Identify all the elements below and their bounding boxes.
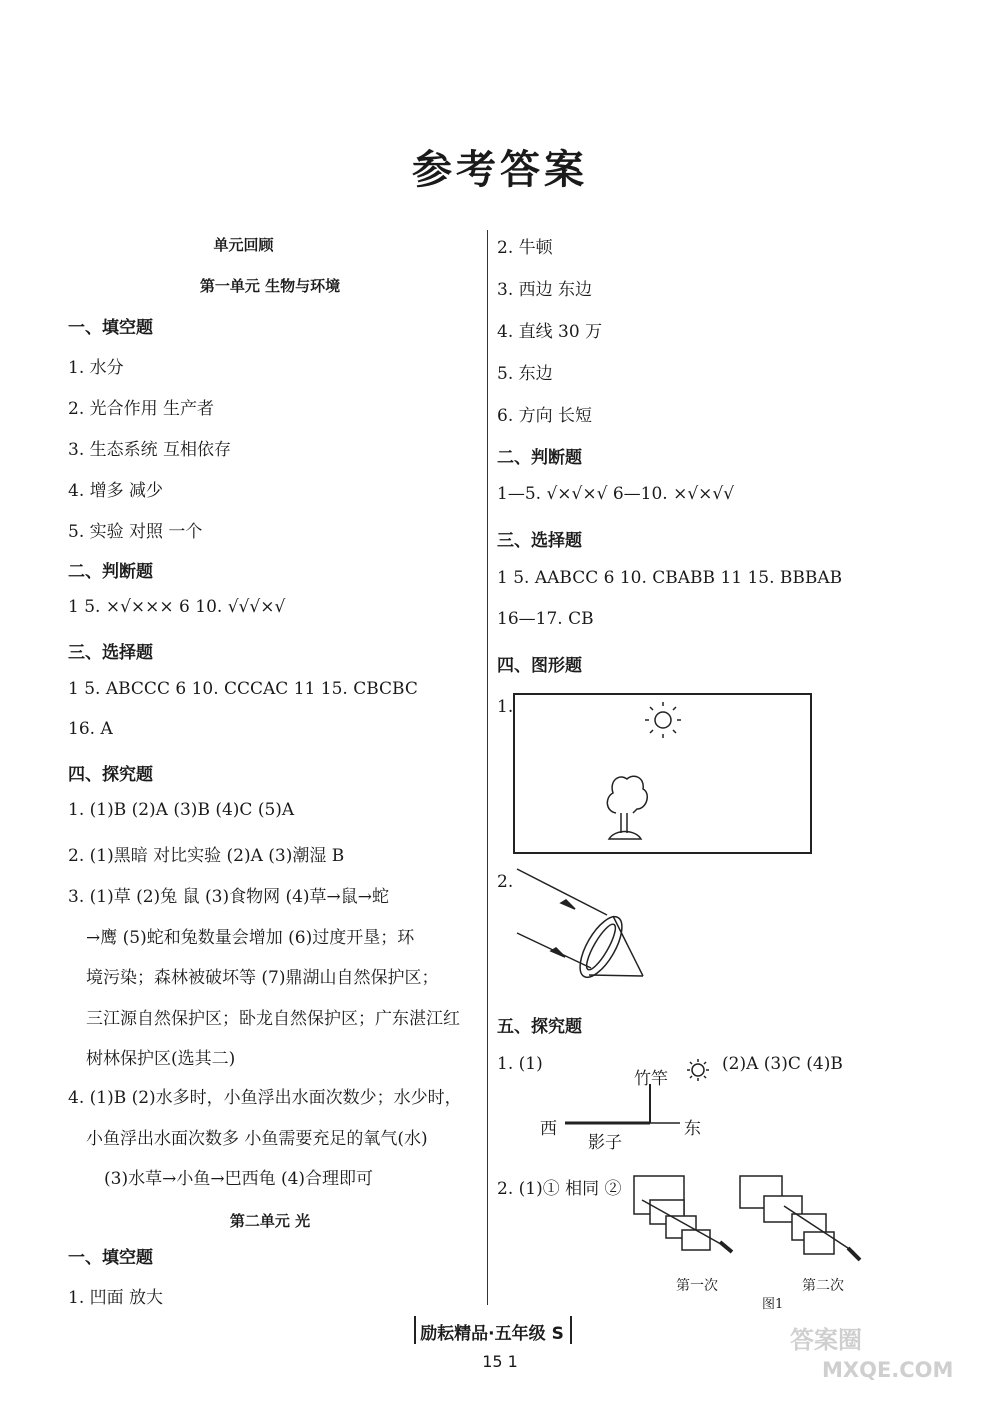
section-inquiry-2: 五、探究题: [497, 1017, 582, 1037]
arrow-icon: [561, 900, 575, 909]
answer-line: 1. (1)B (2)A (3)B (4)C (5)A: [68, 800, 295, 820]
answer-line: 1. 凹面 放大: [68, 1288, 164, 1308]
unit2-title: 第二单元 光: [229, 1212, 311, 1230]
answer-line: 1 5. ABCCC 6 10. CCCAC 11 15. CBCBC: [68, 679, 418, 699]
section-choice-2: 三、选择题: [497, 531, 582, 551]
light-ray: [589, 975, 643, 976]
section-figure: 四、图形题: [497, 656, 582, 676]
pole-shadow-figure: [565, 1084, 685, 1128]
section-fill-blank: 一、填空题: [68, 318, 153, 338]
watermark-logo: 答案圈: [790, 1326, 862, 1354]
answer-line: 小鱼浮出水面次数多 小鱼需要充足的氧气(水): [86, 1129, 428, 1149]
unit-review-heading: 单元回顾: [213, 236, 274, 254]
pole-label: 竹竿: [634, 1069, 668, 1089]
answer-line: (3)水草→小鱼→巴西龟 (4)合理即可: [104, 1169, 374, 1189]
shadow-label: 影子: [588, 1133, 622, 1153]
watermark-url: MXQE.COM: [822, 1358, 954, 1382]
figure-label: 1.: [497, 697, 514, 717]
question-label: 1. (1): [497, 1054, 543, 1074]
answer-line: 3. (1)草 (2)兔 鼠 (3)食物网 (4)草→鼠→蛇: [68, 887, 390, 907]
column-divider: [487, 230, 488, 1305]
card: [682, 1230, 710, 1250]
answer-line: 4. 增多 减少: [68, 481, 164, 501]
page-number: 15 1: [482, 1352, 518, 1371]
answer-line: 4. (1)B (2)水多时，小鱼浮出水面次数少；水少时，: [68, 1088, 462, 1108]
answer-line: 3. 生态系统 互相依存: [68, 440, 232, 460]
section-inquiry: 四、探究题: [68, 765, 153, 785]
sun-icon: [683, 1056, 713, 1084]
first-attempt-label: 第一次: [676, 1278, 718, 1294]
q1-answers: (2)A (3)C (4)B: [722, 1054, 843, 1074]
figure-caption: 图1: [762, 1297, 784, 1312]
light-beam-figure: [513, 863, 653, 993]
second-attempt-label: 第二次: [802, 1278, 844, 1294]
sun-icon: [645, 702, 681, 738]
answer-line: 3. 西边 东边: [497, 280, 593, 300]
light-ray: [517, 869, 607, 915]
tree-icon: [607, 776, 647, 839]
answer-line: →鹰 (5)蛇和兔数量会增加 (6)过度开垦；环: [86, 928, 415, 948]
answer-line: 1 5. AABCC 6 10. CBABB 11 15. BBBAB: [497, 568, 843, 588]
section-true-false-2: 二、判断题: [497, 448, 582, 468]
section-true-false: 二、判断题: [68, 562, 153, 582]
figure-frame: [514, 694, 811, 853]
section-choice: 三、选择题: [68, 643, 153, 663]
answer-line: 5. 实验 对照 一个: [68, 522, 203, 542]
answer-line: 2. 光合作用 生产者: [68, 399, 215, 419]
card-experiment-figure: [628, 1170, 878, 1282]
answer-line: 6. 方向 长短: [497, 406, 593, 426]
arrow-icon: [551, 948, 565, 957]
question-label: 2. (1)① 相同 ②: [497, 1179, 622, 1199]
answer-line: 树林保护区(选其二): [86, 1049, 236, 1069]
west-label: 西: [540, 1119, 557, 1139]
page-title: 参考答案: [412, 146, 588, 193]
answer-line: 1. 水分: [68, 358, 124, 378]
answer-line: 16. A: [68, 719, 113, 739]
figure-label: 2.: [497, 872, 514, 892]
section-fill-blank-2: 一、填空题: [68, 1248, 153, 1268]
answer-line: 2. 牛顿: [497, 238, 553, 258]
answer-line: 4. 直线 30 万: [497, 322, 603, 342]
flashlight-icon: [848, 1248, 860, 1260]
answer-line: 三江源自然保护区；卧龙自然保护区；广东湛江红: [86, 1009, 460, 1029]
sun-tree-figure: [513, 693, 813, 855]
answer-line: 1—5. √×√×√ 6—10. ×√×√√: [497, 484, 735, 504]
answer-line: 5. 东边: [497, 364, 553, 384]
flashlight-icon: [720, 1242, 732, 1252]
answer-line: 1 5. ×√××× 6 10. √√√×√: [68, 597, 286, 617]
footer-brand: 励耘精品·五年级 S: [420, 1324, 564, 1344]
answer-line: 境污染；森林被破坏等 (7)鼎湖山自然保护区；: [86, 968, 439, 988]
unit1-title: 第一单元 生物与环境: [199, 277, 341, 295]
east-label: 东: [684, 1119, 701, 1139]
answer-line: 2. (1)黑暗 对比实验 (2)A (3)潮湿 B: [68, 846, 345, 866]
lens: [572, 911, 630, 984]
answer-line: 16—17. CB: [497, 609, 594, 629]
